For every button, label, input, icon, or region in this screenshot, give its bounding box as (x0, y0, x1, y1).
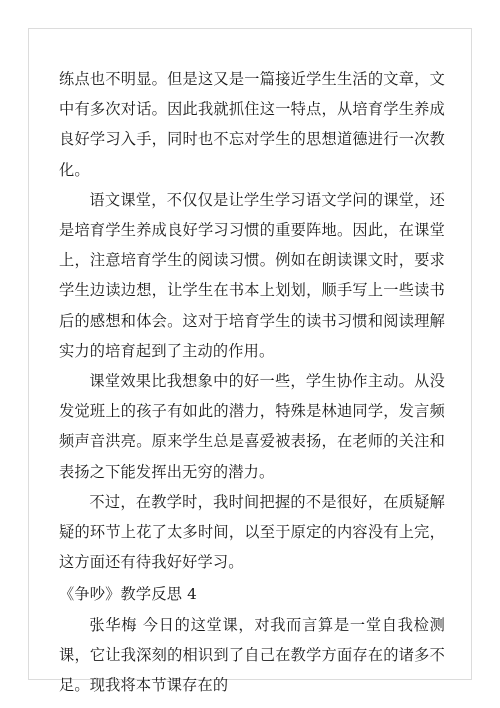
paragraph-4: 不过，在教学时，我时间把握的不是很好，在质疑解疑的环节上花了太多时间，以至于原定的内容没有上完，这方面还有待我好好学习。 (59, 492, 445, 572)
paragraph-3: 课堂效果比我想象中的好一些，学生协作主动。从没发觉班上的孩子有如此的潜力，特殊是林迪同学，发言频频声音洪亮。原来学生总是喜爱被表扬，在老师的关注和表扬之下能发挥出无穷的潜力。 (59, 372, 445, 481)
paragraph-5: 张华梅 今日的这堂课，对我而言算是一堂自我检测课，它让我深刻的相识到了自己在教学方面存在的诸多不足。现我将本节课存在的 (59, 615, 445, 695)
paragraph-1: 练点也不明显。但是这又是一篇接近学生生活的文章，文中有多次对话。因此我就抓住这一特点，从培育学生养成良好学习入手，同时也不忘对学生的思想道德进行一次教化。 (59, 70, 445, 179)
paragraph-2: 语文课堂，不仅仅是让学生学习语文学问的课堂，还是培育学生养成良好学习习惯的重要阵地。因此，在课堂上，注意培育学生的阅读习惯。例如在朗读课文时，要求学生边读边想，让学生在书本上划划，顺手写上一些读书后的感想和体会。这对于培育学生的读书习惯和阅读理解实力的培育起到了主动的作用。 (59, 190, 445, 360)
document-body (59, 64, 445, 700)
section-heading: 《争吵》教学反思 4 (59, 585, 197, 604)
